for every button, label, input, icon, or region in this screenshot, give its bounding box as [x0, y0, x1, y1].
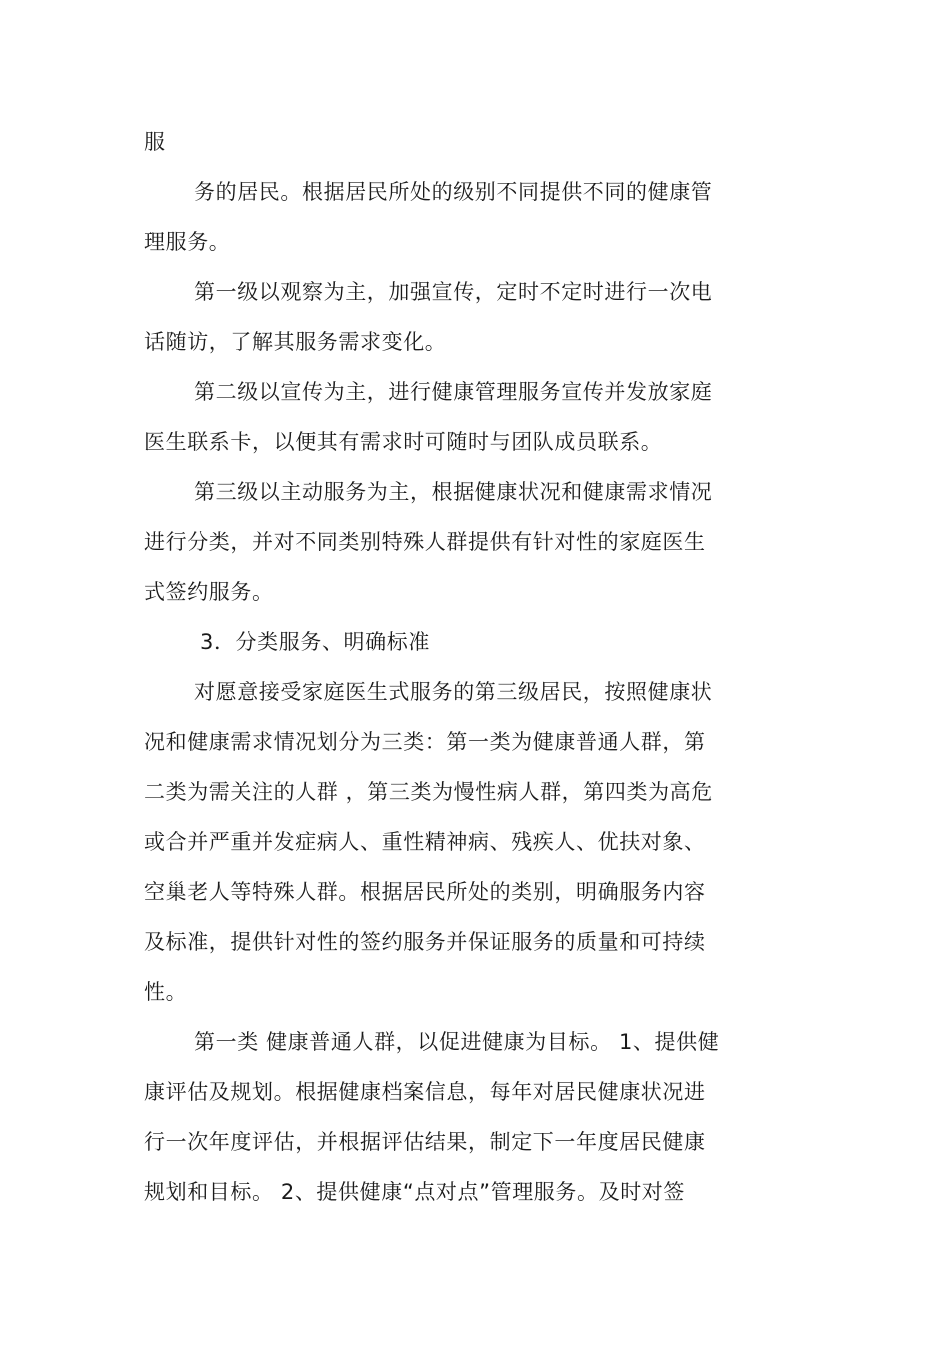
text-line: 话随访，了解其服务需求变化。 [144, 330, 447, 354]
text-line: 行一次年度评估，并根据评估结果，制定下一年度居民健康 [144, 1130, 706, 1154]
text-line: 对愿意接受家庭医生式服务的第三级居民，按照健康状 [194, 680, 713, 704]
text-line: 第三级以主动服务为主，根据健康状况和健康需求情况 [194, 480, 713, 504]
text-line: 理服务。 [144, 230, 231, 254]
text-line: 第一级以观察为主，加强宣传，定时不定时进行一次电 [194, 280, 713, 304]
text-line: 二类为需关注的人群 ，第三类为慢性病人群，第四类为高危 [144, 780, 713, 804]
text-line: 性。 [144, 980, 188, 1004]
text-line: 或合并严重并发症病人、重性精神病、残疾人、优扶对象、 [144, 830, 706, 854]
section-heading: 3．分类服务、明确标准 [200, 630, 430, 654]
text-line: 空巢老人等特殊人群。根据居民所处的类别，明确服务内容 [144, 880, 706, 904]
text-line: 服 [144, 130, 166, 154]
text-line: 况和健康需求情况划分为三类：第一类为健康普通人群，第 [144, 730, 706, 754]
text-line: 第二级以宣传为主，进行健康管理服务宣传并发放家庭 [194, 380, 713, 404]
text-line: 康评估及规划。根据健康档案信息，每年对居民健康状况进 [144, 1080, 706, 1104]
text-line: 进行分类，并对不同类别特殊人群提供有针对性的家庭医生 [144, 530, 706, 554]
text-line: 务的居民。根据居民所处的级别不同提供不同的健康管 [194, 180, 713, 204]
text-line: 第一类 健康普通人群，以促进健康为目标。 1、提供健 [194, 1030, 720, 1054]
text-line: 医生联系卡，以便其有需求时可随时与团队成员联系。 [144, 430, 663, 454]
text-line: 及标准，提供针对性的签约服务并保证服务的质量和可持续 [144, 930, 706, 954]
text-line: 规划和目标。 2、提供健康“点对点”管理服务。及时对签 [144, 1180, 685, 1204]
text-line: 式签约服务。 [144, 580, 274, 604]
